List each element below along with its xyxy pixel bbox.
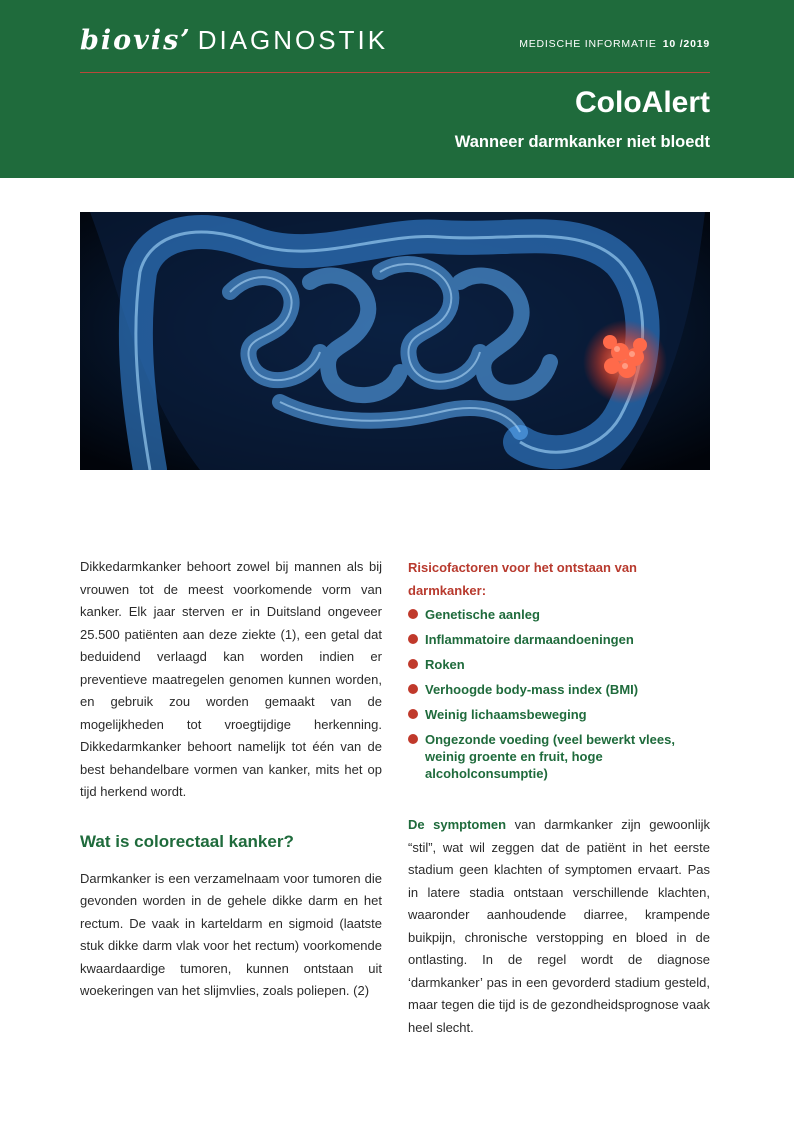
symptoms-lead: De symptomen bbox=[408, 817, 507, 832]
bullet-icon bbox=[408, 609, 418, 619]
bullet-icon bbox=[408, 659, 418, 669]
symptoms-paragraph bbox=[408, 814, 710, 1039]
risk-factors-section bbox=[408, 556, 710, 790]
colorectal-paragraph: Darmkanker is een verzamelnaam voor tumoren die gevonden worden in de gehele dikke darm en het rectum. De vaak in karteldarm en sigmoid (laatste stuk dikke darm vlak voor het rectum) voorkomende kwaardaardige tumoren, kunnen ontstaan uit woekeringen van het slijmvlies, zoals poliepen. (2) bbox=[80, 870, 382, 998]
symptoms-text: van darmkanker zijn gewoonlijk “stil”, wat wil zeggen dat de patiënt in het eerste stadium geen klachten of symptomen ervaart. Pas in latere stadia ontstaan verschillende klachten, waaronder aanhoudende diarree, krampende buikpijn, chronische verstopping en bloed in de ontlasting. In de regel wordt de diagnose ‘darmkanker’ pas in een gevorderd stadium gesteld, maar tegen die tijd is de gezondheidsprognose vaak heel slecht. bbox=[408, 817, 710, 1035]
biovis-logo bbox=[80, 25, 388, 56]
list-item: Inflammatoire darmaandoeningen bbox=[408, 631, 710, 648]
list-item: Roken bbox=[408, 656, 710, 673]
logo-brand: biovis’ bbox=[80, 25, 192, 56]
list-item: Verhoogde body-mass index (BMI) bbox=[408, 681, 710, 698]
page-subtitle: Wanneer darmkanker niet bloedt bbox=[454, 133, 710, 151]
list-item: Genetische aanleg bbox=[408, 606, 710, 623]
colorectal-section bbox=[80, 831, 382, 1003]
risk-factors-heading: Risicofactoren voor het ontstaan van darmkanker: bbox=[408, 560, 637, 598]
symptoms-section bbox=[408, 814, 710, 1039]
bullet-icon bbox=[408, 634, 418, 644]
issue-label: MEDISCHE INFORMATIE bbox=[519, 38, 657, 50]
list-item: Weinig lichaamsbeweging bbox=[408, 706, 710, 723]
page-title: ColoAlert bbox=[575, 86, 710, 119]
bullet-icon bbox=[408, 709, 418, 719]
header-divider bbox=[80, 72, 710, 73]
intro-column bbox=[80, 556, 382, 804]
bullet-icon bbox=[408, 734, 418, 744]
risk-factors-list bbox=[408, 606, 710, 782]
intestine-illustration bbox=[80, 212, 710, 470]
bullet-icon bbox=[408, 684, 418, 694]
section-heading-colorectal: Wat is colorectaal kanker? bbox=[80, 832, 294, 851]
issue-number: 10 /2019 bbox=[662, 38, 710, 50]
issue-info bbox=[519, 38, 710, 50]
list-item: Ongezonde voeding (veel bewerkt vlees, weinig groente en fruit, hoge alcoholconsumptie) bbox=[408, 731, 710, 782]
header-banner bbox=[0, 0, 794, 178]
logo-section: DIAGNOSTIK bbox=[197, 25, 389, 55]
intro-paragraph: Dikkedarmkanker behoort zowel bij mannen als bij vrouwen tot de meest voorkomende vorm van kanker. Elk jaar sterven er in Duitsland ongeveer 25.500 patiënten aan deze ziekte (1), een getal dat beduidend verlaagd kan worden indien er preventieve maatregelen genomen kunnen worden, en gebruik zou worden gemaakt van de mogelijkheden tot vroegtijdige herkenning. Dikkedarmkanker behoort namelijk tot één van de best behandelbare vormen van kanker, mits het op tijd herkend wordt. bbox=[80, 559, 382, 799]
